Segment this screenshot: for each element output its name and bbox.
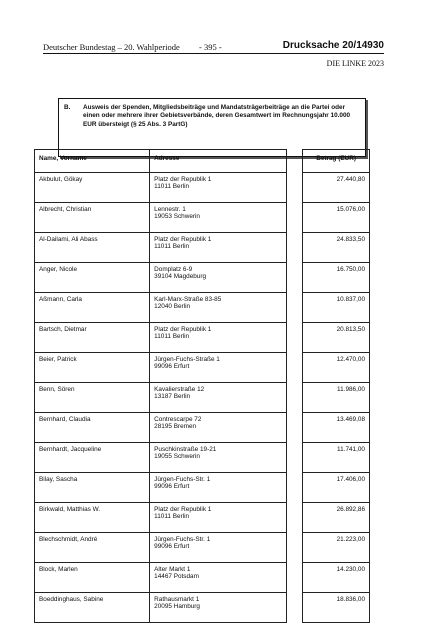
row-address — [150, 353, 287, 383]
table-row — [35, 203, 370, 233]
row-amount: 13.469,08 — [303, 413, 370, 443]
header-name: Name, Vorname — [35, 150, 150, 173]
row-amount: 15.076,00 — [303, 203, 370, 233]
table-row — [35, 473, 370, 503]
row-address — [150, 413, 287, 443]
table-row — [35, 503, 370, 533]
row-gap — [286, 353, 302, 383]
row-gap — [286, 293, 302, 323]
row-street: Puschkinstraße 19-21 — [154, 446, 217, 453]
row-street: Jürgen-Fuchs-Straße 1 — [154, 356, 220, 363]
row-address — [150, 443, 287, 473]
row-amount: 12.470,00 — [303, 353, 370, 383]
row-amount: 27.440,80 — [303, 173, 370, 203]
row-gap — [286, 263, 302, 293]
row-street: Domplatz 6-9 — [154, 266, 193, 273]
row-street: Kavalierstraße 12 — [154, 386, 205, 393]
row-gap — [286, 323, 302, 353]
row-address — [150, 473, 287, 503]
header-amount: Betrag (EUR) — [303, 150, 370, 173]
row-amount: 21.223,00 — [303, 533, 370, 563]
row-name: Al-Dailami, Ali Abass — [35, 233, 150, 263]
row-gap — [286, 563, 302, 593]
row-amount: 20.813,50 — [303, 323, 370, 353]
table-row — [35, 563, 370, 593]
row-amount: 24.833,50 — [303, 233, 370, 263]
row-city: 11011 Berlin — [154, 183, 190, 190]
document-number — [283, 40, 384, 51]
row-name: Bartsch, Dietmar — [35, 323, 150, 353]
row-name: Bernhard, Claudia — [35, 413, 150, 443]
row-gap — [286, 473, 302, 503]
row-name: Birkwald, Matthias W. — [35, 503, 150, 533]
row-name: Bilay, Sascha — [35, 473, 150, 503]
table-row — [35, 383, 370, 413]
header-gap — [286, 150, 302, 173]
row-name: Block, Marlen — [35, 563, 150, 593]
row-city: 39104 Magdeburg — [154, 273, 207, 280]
row-name: Aßmann, Carla — [35, 293, 150, 323]
row-address — [150, 503, 287, 533]
row-street: Platz der Republik 1 — [154, 176, 212, 183]
row-address — [150, 173, 287, 203]
row-city: 13187 Berlin — [154, 393, 191, 400]
section-letter: B. — [64, 104, 71, 111]
row-name: Benn, Sören — [35, 383, 150, 413]
row-city: 12040 Berlin — [154, 303, 191, 310]
row-city: 19053 Schwerin — [154, 213, 200, 220]
row-name: Albrecht, Christian — [35, 203, 150, 233]
row-city: 19055 Schwerin — [154, 453, 200, 460]
row-name: Boeddinghaus, Sabine — [35, 593, 150, 623]
row-address — [150, 233, 287, 263]
row-street: Platz der Republik 1 — [154, 326, 212, 333]
row-street: Rathausmarkt 1 — [154, 596, 200, 603]
row-gap — [286, 203, 302, 233]
row-name: Anger, Nicole — [35, 263, 150, 293]
row-address — [150, 533, 287, 563]
row-gap — [286, 443, 302, 473]
row-street: Karl-Marx-Straße 83-85 — [154, 296, 222, 303]
row-amount: 17.406,00 — [303, 473, 370, 503]
row-amount: 14.230,00 — [303, 563, 370, 593]
page-number: - 395 - — [199, 42, 222, 52]
row-address — [150, 563, 287, 593]
row-address — [150, 383, 287, 413]
table-row — [35, 593, 370, 623]
table-row — [35, 443, 370, 473]
row-amount: 26.892,86 — [303, 503, 370, 533]
row-address — [150, 263, 287, 293]
row-street: Jürgen-Fuchs-Str. 1 — [154, 536, 211, 543]
row-gap — [286, 503, 302, 533]
table-row — [35, 233, 370, 263]
row-gap — [286, 593, 302, 623]
row-gap — [286, 383, 302, 413]
table-row — [35, 353, 370, 383]
table-row — [35, 173, 370, 203]
row-address — [150, 293, 287, 323]
table-row — [35, 293, 370, 323]
section-text: Ausweis der Spenden, Mitgliedsbeiträge und Mandatsträgerbeiträge an die Partei oder einen oder mehrere ihrer Gebietsverbände, deren Gesamtwert im Rechnungsjahr 10.000 EUR übersteigt (§ 25 Abs. 3 PartG) — [83, 104, 351, 128]
row-gap — [286, 173, 302, 203]
row-name: Akbulut, Gökay — [35, 173, 150, 203]
row-amount: 11.986,00 — [303, 383, 370, 413]
row-street: Platz der Republik 1 — [154, 506, 212, 513]
row-address — [150, 593, 287, 623]
row-street: Platz der Republik 1 — [154, 236, 212, 243]
row-name: Bernhardt, Jacqueline — [35, 443, 150, 473]
donations-table — [34, 149, 370, 623]
row-city: 99096 Erfurt — [154, 543, 190, 550]
row-gap — [286, 233, 302, 263]
row-name: Beier, Patrick — [35, 353, 150, 383]
row-gap — [286, 413, 302, 443]
table-body — [35, 173, 370, 623]
row-address — [150, 323, 287, 353]
row-city: 11011 Berlin — [154, 513, 190, 520]
row-city: 99096 Erfurt — [154, 363, 190, 370]
row-city: 14467 Potsdam — [154, 573, 199, 580]
row-city: 11011 Berlin — [154, 243, 190, 250]
header-address: Adresse — [150, 150, 287, 173]
row-amount: 16.750,00 — [303, 263, 370, 293]
table-row — [35, 413, 370, 443]
row-city: 20095 Hamburg — [154, 603, 200, 610]
row-street: Contrescarpe 72 — [154, 416, 202, 423]
table-row — [35, 533, 370, 563]
row-city: 99096 Erfurt — [154, 483, 190, 490]
row-amount: 11.741,00 — [303, 443, 370, 473]
document-number-value: 14930 — [356, 40, 384, 51]
row-street: Alter Markt 1 — [154, 566, 191, 573]
row-city: 11011 Berlin — [154, 333, 190, 340]
row-street: Jürgen-Fuchs-Str. 1 — [154, 476, 211, 483]
row-amount: 18.836,00 — [303, 593, 370, 623]
table-header-row — [35, 150, 370, 173]
row-amount: 10.837,00 — [303, 293, 370, 323]
row-address — [150, 203, 287, 233]
party-year: DIE LINKE 2023 — [326, 59, 384, 68]
table-row — [35, 323, 370, 353]
header-parliament: Deutscher Bundestag – 20. Wahlperiode — [43, 42, 180, 52]
row-city: 28195 Bremen — [154, 423, 197, 430]
header-rule — [43, 53, 384, 54]
row-gap — [286, 533, 302, 563]
row-street: Lennestr. 1 — [154, 206, 186, 213]
table-row — [35, 263, 370, 293]
document-number-prefix: Drucksache 20/ — [282, 40, 357, 51]
row-name: Blechschmidt, André — [35, 533, 150, 563]
